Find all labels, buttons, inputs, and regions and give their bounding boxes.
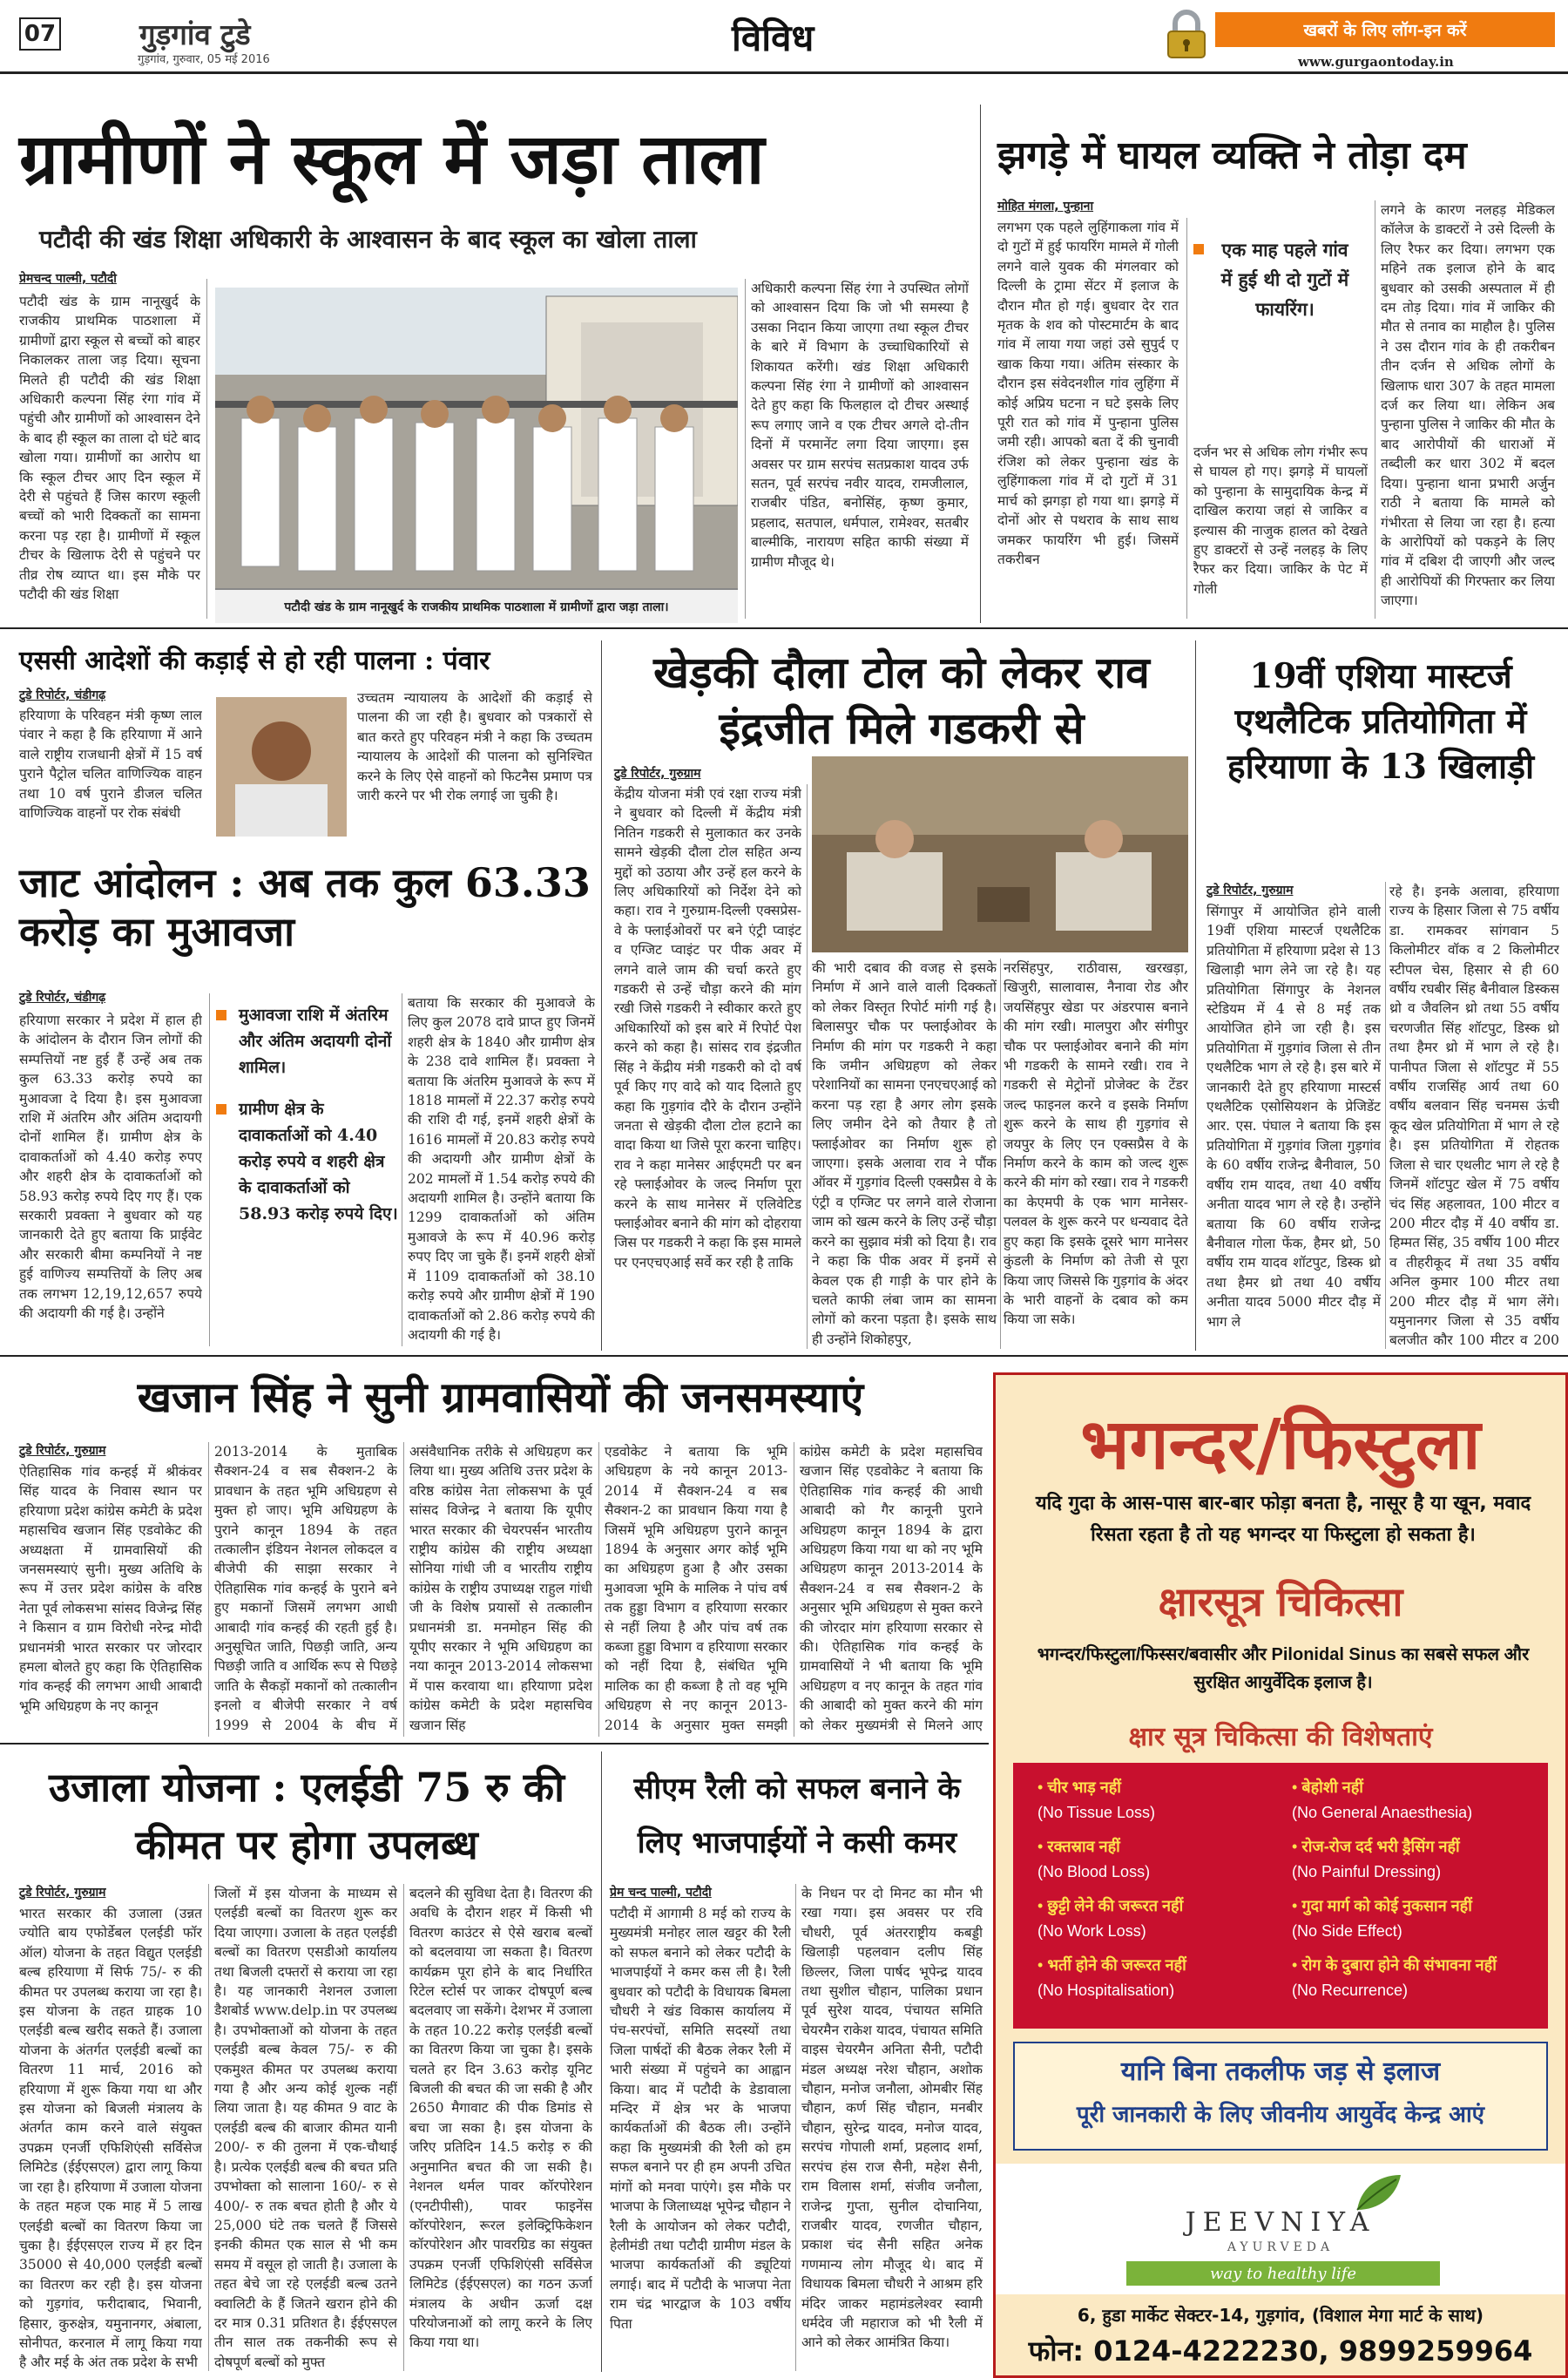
story5-byline: टुडे रिपोर्टर, गुरुग्राम [614, 767, 701, 781]
ad-feature: • भर्ती होने की जरूरत नहीं (No Hospitalisation) [1037, 1956, 1186, 1999]
page-header [0, 0, 1568, 68]
section-title: विविध [732, 17, 814, 59]
brand-logo: गुड़गांव टुडे [139, 17, 251, 51]
story1-body-col2: अधिकारी कल्पना सिंह रंगा ने उपस्थित लोगों को आश्वासन दिया कि जो भी समस्या है उसका निदान किया जाएगा तथा स्कूल टीचर के बारे में विभाग के उच्चाधिकारियों से शिकायत करेंगी। खंड शिक्षा अधिकारी कल्पना सिंह रंगा ने ग्रामीणों को आश्वासन देते हुए कहा कि फिलहाल दो टीचर अस्थाई रूप लगाए जाने व एक टीचर अगले दो-तीन दिनों में परमानेंट लगा दिया जाएगा। इस अवसर पर ग्राम सरपंच सतप्रकाश यादव उर्फ सतन, पूर्व सरपंच नवीर यादव, रामजीलाल, राजबीर पंडित, बनोसिंह, कृष्ण कुमार, प्रहलाद, सतपाल, धर्मपाल, रामेश्वर, सतबीर बाल्मीकि, नारायण सहित काफी संख्या में ग्रामीण मौजूद थे। [751, 281, 969, 570]
ad-feature: • रक्तस्राव नहीं (No Blood Loss) [1037, 1838, 1151, 1880]
story9-body-col1: पटौदी में आगामी 8 मई को राज्य के मुख्यमंत्री मनोहर लाल खट्टर की रैली को सफल बनाने को लेकर पटौदी के भाजपाईयों ने कमर कस ली है। रैली बुधवार को पटौदी के विधायक बिमला चौधरी ने खंड विकास कार्यालय में पंच-सरपंचों, समिति सदस्यों तथा जिला पार्षदों की बैठक लेकर रैली में भारी संख्या में पहुंचने का आह्वान किया। बाद में पटौदी के डेडावाला मन्दिर में क्षेत्र भर के भाजपा कार्यकर्ताओं की बैठक ली। उन्होंने कहा कि मुख्यमंत्री की रैली को हम सफल बनाने पर ही हम अपनी उचित मांगों को मनवा पाएंगे। इस मौके पर भाजपा के जिलाध्यक्ष भूपेन्द्र चौहान ने रैली के आयोजन को लेकर पटौदी, हेलीमंडी तथा पटौदी ग्रामीण मंडल के भाजपा कार्यकर्ताओं की ड्यूटियां लगाई। बाद में पटौदी के भाजपा नेता राम चंद्र भारद्वाज के 103 वर्षीय पिता [610, 1906, 791, 2332]
story7-body-col1: ऐतिहासिक गांव कन्हई में श्रीकंवर सिंह यादव के निवास स्थान पर हरियाणा प्रदेश कांग्रेस कमेटी के प्रदेश महासचिव खजान सिंह एडवोकेट की अध्यक्षता में ग्रामवासियों की जनसमस्याएं सुनी। मुख्य अतिथि के रूप में उत्तर प्रदेश कांग्रेस के वरिष्ठ नेता पूर्व लोकसभा सांसद विजेन्द्र सिंह ने किसान व ग्राम विरोधी नरेन्द्र मोदी प्रधानमंत्री भारत सरकार पर जोरदार हमला बोलते हुए कहा कि ऐतिहासिक गांव कन्हई की लगभग आधी आबादी भूमि अधिग्रहण के नए कानून [19, 1464, 202, 1714]
ad-features-right [1292, 1775, 1544, 2003]
section-divider [980, 105, 981, 623]
ad-brand-block [996, 2164, 1565, 2294]
col-divider [403, 1884, 404, 2371]
story6-headline: 19वीं एशिया मास्टर्ज एथलैटिक प्रतियोगिता में हरियाणा के 13 खिलाड़ी [1227, 656, 1535, 787]
bullet-dot-icon: • [1037, 1778, 1044, 1796]
story2-body-col2: दर्जन भर से अधिक लोग गंभीर रूप से घायल हो गए। झगड़े में घायलों को पुन्हाना के सामुदायिक केन्द्र में दाखिल कराया जहां से जाकिर व इल्यास की नाजुक हालत को देखते हुए डाक्टरों से उन्हें नलहड़ के लिए रैफर कर दिया। जाकिर के पेट में गोली [1193, 444, 1368, 597]
story7-body-col4: एडवोकेट ने बताया कि भूमि अधिग्रहण के नये कानून 2013-2014 में सैक्शन-24 व सब सैक्शन-2 का प्रावधान किया गया है जिसमें भूमि अधिग्रहण पुराने कानून 1894 के अनुसार अगर कोई भूमि का अधिग्रहण हुआ है और उसका मुआवजा भूमि के मालिक ने पांच वर्ष तक हुड्डा विभाग व हरियाणा सरकार से नहीं लिया है और पांच वर्ष तक कब्जा हुड्डा विभाग व हरियाणा सरकार को नहीं दिया है, संबंधित भूमि मालिक का ही कब्जा है तो वह भूमि अधिग्रहण से नए कानून 2013-2014 के अनुसार मुक्त समझी [605, 1444, 787, 1733]
story4-body-col3: बताया कि सरकार की मुआवजे के लिए कुल 2078 दावे प्राप्त हुए जिनमें शहरी क्षेत्र के 1840 और ग्रामीण क्षेत्र के 238 दावे शामिल हैं। प्रवक्ता ने बताया कि अंतरिम मुआवजे के रूप में 1818 मामलों में 22.37 करोड़ रुपये की राशि दी गई, इनमें शहरी क्षेत्रों के 1616 मामलों में 20.83 करोड़ रुपये की अदायगी और ग्रामीण क्षेत्रों के 202 मामलों में 1.54 करोड़ रुपये की अदायगी शामिल है। उन्होंने बताया कि 1299 दावाकर्ताओं को अंतिम मुआवजे के रूप में 40.96 करोड़ रुपए दिए जा चुके हैं। इनमें शहरी क्षेत्रों में 1109 दावाकर्ताओं को 38.10 करोड़ रुपये और ग्रामीण क्षेत्रों में 190 दावाकर्ताओं को 2.86 करोड़ रुपये की अदायगी की गई है। [408, 995, 595, 1343]
bullet-square-icon [1193, 244, 1204, 254]
row-rule [0, 1743, 989, 1745]
story4-headline: जाट आंदोलन : अब तक कुल 63.33 करोड़ का मुआवजा [19, 859, 591, 955]
header-rule [0, 71, 1568, 74]
bullet-dot-icon: • [1037, 1956, 1044, 1974]
bullet-dot-icon: • [1292, 1778, 1298, 1796]
story9-body-col2: के निधन पर दो मिनट का मौन भी रखा गया। इस अवसर पर रवि चौधरी, पूर्व अंतरराष्ट्रीय कबड्डी खिलाड़ी पहलवान दलीप सिंह छिल्लर, जिला पार्षद भूपेन्द्र यादव तथा सुशील चौहान, पालिका प्रधान पूर्व सुरेश यादव, पंचायत समिति चेयरमैन राकेश यादव, पंचायत समिति वाइस चेयरमैन अनिता सैनी, पटौदी मंडल अध्यक्ष नरेश चौहान, अशोक चौहान, मनोज जनौला, ओमबीर सिंह चौहान, कर्ण सिंह चौहान, मनबीर चौहान, सुरेन्द्र यादव, मनोज यादव, सरपंच गोपाली शर्मा, प्रहलाद शर्मा, सरपंच हंस राज सैनी, महेश सैनी, राम विलास शर्मा, संजीव जनौला, राजेन्द्र गुप्ता, सुनील दोचानिया, राजबीर यादव, रणजीत चौहान, प्रकाश चंद सैनी सहित अनेक गणमान्य लोग मौजूद थे। बाद में विधायक बिमला चौधरी ने आश्रम हरि मंदिर जाकर महामंडलेश्वर स्वामी धर्मदेव जी महाराज को भी रैली में आने को लेकर आमंत्रित किया। [801, 1886, 983, 2351]
story2-pullquote-text: एक माह पहले गांव में हुई थी दो गुटों में फायरिंग। [1220, 239, 1349, 320]
story5-body-col3: नरसिंहपुर, राठीवास, खरखड़ा, खिजुरी, सालावास, नैनावा रोड और जयसिंहपुर खेडा पर अंडरपास बनाने की मांग रखी। मालपुरा और संगीपुर चौक पर फ्लाईओवर बनाने की मांग भी गडकरी के सामने रखी। राव ने गडकरी से मेट्रोनों प्रोजेक्ट के टेंडर जल्द फाइनल करने व इसके निर्माण शुरू करने के साथ ही गुड़गांव से जयपुर के लिए एन एक्सप्रैस वे के निर्माण करने के काम को जल्द शुरू करने की मांग को रखा। राव ने गडकरी का केएमपी के एक भाग मानेसर-पलवल के शुरू करने पर धन्यवाद देते हुए कहा कि इसके दूसरे भाग मानेसर कुंडली के निर्माण को तेजी से पूरा किया जाए जिससे कि गुड़गांव के अंदर के भारी वाहनों के दबाव को कम किया जा सके। [1004, 960, 1188, 1328]
col-divider [598, 1442, 599, 1737]
row-rule [0, 627, 1568, 629]
ad-intro: यदि गुदा के आस-पास बार-बार फोड़ा बनता है, नासूर है या खून, मवाद रिसता रहता है तो यह भगन्दर या फिस्टुला हो सकता है। [1035, 1493, 1531, 1546]
login-promo-text: खबरों के लिए लॉग-इन करें [1303, 21, 1467, 40]
school-lock-photo-caption: पटौदी खंड के ग्राम नानूखुर्द के राजकीय प्राथमिक पाठशाला में ग्रामीणों द्वारा जड़ा ताला। [215, 588, 738, 623]
story9-headline: सीएम रैली को सफल बनाने के लिए भाजपाईयों ने कसी कमर [633, 1772, 961, 1860]
col-divider [795, 1884, 796, 2371]
col-divider [1186, 218, 1187, 619]
ad-feature: • बेहोशी नहीं (No General Anaesthesia) [1292, 1778, 1473, 1821]
section-divider [1195, 640, 1196, 1351]
bullet-dot-icon: • [1037, 1838, 1044, 1855]
row-rule [0, 1355, 1568, 1357]
website-link[interactable]: www.gurgaontoday.in [1298, 54, 1454, 70]
story5-body-col2: की भारी दबाव की वजह से इसके निर्माण में आने वाले वाली दिक्कतों को लेकर विस्तृत रिपोर्ट मांगी गई है। बिलासपुर चौक पर फ्लाईओवर के निर्माण की मांग पर गडकरी ने कहा कि जमीन अधिग्रहण को लेकर परेशानियों का सामना एनएचएआई को करना पड़ रहा है अगर लोग इसके लिए जमीन देने को तैयार है तो फ्लाईओवर का निर्माण शुरू हो जाएगा। इसके अलावा राव ने पौंक ऑवर में गुड़गांव दिल्ली एक्सप्रैस वे के एंट्री व एग्जिट पर लगने वाले रोजाना जाम को खत्म करने के लिए उन्हें चौड़ा करने का सुझाव मंत्री को दिया है। राव ने कहा कि पीक अवर में इनमें से केवल एक ही गाड़ी के पार होने के चलते काफी लंबा जाम का सामना लोगों को करना पड़ता है। इसके साथ ही उन्होंने शिकोहपुर, [812, 960, 997, 1347]
ad-slogan-bar [1126, 2261, 1440, 2286]
story4-byline: टुडे रिपोर्टर, चंडीगढ़ [19, 991, 106, 1005]
bullet-dot-icon: • [1292, 1838, 1298, 1855]
story5-headline: खेड़की दौला टोल को लेकर राव इंद्रजीत मिले गडकरी से [653, 647, 1150, 754]
bullet-dot-icon: • [1292, 1956, 1298, 1974]
bullet-dot-icon: • [1292, 1897, 1298, 1914]
ad-brand-sub: AYURVEDA [1227, 2240, 1335, 2254]
col-divider [1385, 882, 1386, 1349]
story4-bullet-box [216, 1002, 399, 1227]
col-divider [209, 993, 210, 1346]
story2-body-col1: लगभग एक पहले लुहिंगाकला गांव में दो गुटों में हुई फायरिंग मामले में गोली लगने वाले युवक की मंगलवार को दिल्ली के ट्रामा सेंटर में इलाज के दौरान मौत हो गई। बुधवार देर रात मृतक के शव को पोस्टमार्टम के बाद गांव में लाया गया जहां उसे सुपुर्द ए खाक किया गया। अंतिम संस्कार के दौरान इस संवेदनशील गांव लुहिंगा में कोई अप्रिय घटना न घटे इसके लिए पूरी रात को गांव में पुन्हाना पुलिस जमी रही। आपको बता दें की चुनावी रंजिश को लेकर पुन्हाना खंड के लुहिंगाकला गांव में दो गुटों में 31 मार्च को झगड़ा हो गया था। झगड़े में दोनों ओर से पथराव के साथ साथ जमकर फायरिंग भी हुई। जिसमें तकरीबन [997, 220, 1179, 567]
ad-features-left [1037, 1775, 1290, 2003]
bullet-dot-icon: • [1037, 1897, 1044, 1914]
story7-headline: खजान सिंह ने सुनी ग्रामवासियों की जनसमस्याएं [137, 1373, 864, 1422]
meeting-photo [812, 756, 1188, 952]
ad-feature: • चीर भाड़ नहीं (No Tissue Loss) [1037, 1778, 1156, 1821]
story3-byline: टुडे रिपोर्टर, चंडीगढ़ [19, 688, 106, 702]
story7-byline: टुडे रिपोर्टर, गुरुग्राम [19, 1444, 106, 1458]
ad-tagline-box [1013, 2042, 1548, 2151]
ad-feature: • गुदा मार्ग को कोई नुकसान नहीं (No Side Effect) [1292, 1897, 1472, 1940]
story6-body-col2: रहे है। इनके अलावा, हरियाणा राज्य के हिसार जिला से 75 वर्षीय डा. रामकवर सांगवान 5 किलोमीटर वॉक व 2 किलोमीटर स्टीपल चेस, हिसार से ही 60 वर्षीय रघबीर सिंह बैनीवाल डिस्कस थ्रो व जैवलिन थ्रो तथा 55 वर्षीय चरणजीत सिंह शॉटपुट, डिस्क थ्रो तथा हैमर थ्रो में भाग ले रहे है। पानीपत जिला से शॉटपुट में 55 वर्षीय राजसिंह आर्य तथा 60 वर्षीय बलवान सिंह चनमस ऊंची कूद खेल प्रतियोगिता में भाग ले रहे है। इस प्रतियोगिता में रोहतक जिला से चार एथलीट भाग ले रहे है जिनमें शॉटपुट खेल में 75 वर्षीय चंद सिंह अहलावत, 100 मीटर व 200 मीटर दौड़ में 40 वर्षीय डा. हिम्मत सिंह, 35 वर्षीय 100 मीटर व तीहरीकूद में तथा 35 वर्षीय अनिल कुमार 100 मीटर तथा 200 मीटर दौड़ में भाग लेंगे। यमुनानगर जिला से 35 वर्षीय बलजीत कौर 100 मीटर व 200 [1389, 884, 1559, 1349]
minister-portrait-photo [216, 697, 347, 837]
col-divider [745, 279, 746, 619]
story4-bullet-item [216, 1096, 399, 1227]
story1-byline: प्रेमचन्द पाल्मी, पटौदी [19, 272, 117, 286]
ad-feature: • रोज-रोज दर्द भरी ड्रैसिंग नहीं (No Painful Dressing) [1292, 1838, 1460, 1880]
section-divider [601, 1751, 602, 2372]
story4-bullet-text: मुआवजा राशि में अंतरिम और अंतिम अदायगी दोनों शामिल। [239, 1006, 392, 1077]
col-divider [206, 279, 207, 619]
section-divider [601, 640, 602, 1351]
story8-body-col2: जिलों में इस योजना के माध्यम से एलईडी बल्बों का वितरण शुरू कर दिया जाएगा। उजाला के तहत एलईडी बल्बों का वितरण एसडीओ कार्यालय तथा बिजली दफ्तरों से कराया जा रहा है। यह जानकारी नेशनल उजाला डैशबोर्ड www.delp.in पर उपलब्ध है। उपभोक्ताओं को योजना के तहत एलईडी बल्ब केवल 75/- रु की एकमुश्त कीमत पर उपलब्ध कराया गया है और अन्य कोई शुल्क नहीं लिया जाता है। यह कीमत 9 वाट के एलईडी बल्ब की बाजार कीमत यानी 200/- रु की तुलना में एक-चौथाई है। प्रत्येक एलईडी बल्ब की बचत प्रति उपभोक्ता को सालाना 160/- रु से 400/- रु तक बचत होती है और ये 25,000 घंटे तक चलते हैं जिससे इनकी कीमत एक साल से भी कम समय में वसूल हो जाती है। उजाला के तहत बेचे जा रहे एलईडी बल्ब उतने क्वालिटी के हैं जितने खरान होने की दर मात्र 0.31 प्रतिशत है। ईईएसएल तीन साल तक तकनीकी रूप से दोषपूर्ण बल्बों को मुफ्त [214, 1886, 397, 2370]
story1-headline: ग्रामीणों ने स्कूल में जड़ा ताला [19, 118, 765, 200]
story8-body-col1: भारत सरकार की उजाला (उन्नत ज्योति बाय एफोर्डेबल एलईडी फॉर ऑल) योजना के तहत विद्युत एलईडी बल्ब हरियाणा में सिर्फ 75/- रु की कीमत पर उपलब्ध कराया जा रहा है। इस योजना के तहत ग्राहक 10 एलईडी बल्ब खरीद सकते हैं। उजाला योजना के अंतर्गत एलईडी बल्बों का वितरण 11 मार्च, 2016 को हरियाणा में शुरू किया गया था और इस योजना को बिजली मंत्रालय के अंतर्गत काम करने वाले संयुक्त उपक्रम एनर्जी एफिशिएंसी सर्विसेज लिमिटेड (ईईएसएल) द्वारा लागू किया जा रहा है। हरियाणा में उजाला योजना के तहत महज एक माह में 5 लाख एलईडी बल्बों का वितरण किया जा चुका है। ईईएसएल राज्य में हर दिन 35000 से 40,000 एलईडी बल्बों का वितरण कर रही है। इस योजना को गुड़गांव, फरीदाबाद, भिवानी, हिसार, कुरुक्षेत्र, यमुनानगर, अंबाला, सोनीपत, करनाल में लागू किया गया है और मई के अंत तक प्रदेश के सभी [19, 1906, 202, 2371]
ad-slogan: way to healthy life [1209, 2264, 1357, 2283]
lock-icon [1163, 9, 1210, 59]
ad-features-title: क्षार सूत्र चिकित्सा की विशेषताएं [1128, 1722, 1433, 1752]
story3-headline: एससी आदेशों की कड़ाई से हो रही पालना : पंवार [19, 646, 490, 676]
story8-body-col3: बदलने की सुविधा देता है। वितरण की अवधि के दौरान शहर में किसी भी वितरण काउंटर से ऐसे खराब बल्बों को बदलवाया जा सकता है। वितरण कार्यक्रम पूरा होने के बाद निर्धारित रिटेल स्टोर्स पर जाकर दोषपूर्ण बल्ब बदलवाए जा सकेंगे। देशभर में उजाला के तहत 10.22 करोड़ एलईडी बल्बों का वितरण किया जा चुका है। इसके चलते हर दिन 3.63 करोड़ यूनिट बिजली की बचत की जा सकी है और 2650 मैगावाट की पीक डिमांड से बचा जा सका है। इस योजना के जरिए प्रतिदिन 14.5 करोड़ रु की अनुमानित बचत की जा सकी है। नेशनल थर्मल पावर कॉरपोरेशन (एनटीपीसी), पावर फाइनेंस कॉरपोरेशन, रूरल इलेक्ट्रिफिकेशन कॉरपोरेशन और पावरग्रिड का संयुक्त उपक्रम एनर्जी एफिशिएंसी सर्विसेज लिमिटेड (ईईएसएल) का गठन ऊर्जा मंत्रालय के अधीन ऊर्जा दक्ष परियोजनाओं को लागू करने के लिए किया गया था। [409, 1886, 592, 2351]
col-divider [208, 1884, 209, 2371]
ad-feature: • छुट्टी लेने की जरूरत नहीं (No Work Loss) [1037, 1897, 1184, 1940]
story8-byline: टुडे रिपोर्टर, गुरुग्राम [19, 1886, 106, 1900]
story1-body-col1: पटौदी खंड के ग्राम नानूखुर्द के राजकीय प्राथमिक पाठशाला में ग्रामीणों द्वारा स्कूल से बच्चों को बाहर निकालकर ताला जड़ दिया। सूचना मिलते ही पटौदी की खंड शिक्षा अधिकारी कल्पना सिंह रंगा गांव में पहुंची और ग्रामीणों को आश्वासन देने के बाद ही स्कूल का ताला दो घंटे बाद खोला गया। ग्रामीणों का आरोप था कि स्कूल टीचर आए दिन स्कूल में देरी से पहुंचते हैं जिस कारण स्कूली बच्चों को भारी दिक्कतों का सामना करना पड़ रहा है। ग्रामीणों में स्कूल टीचर के खिलाफ देरी से पहुंचने पर तीव्र रोष व्याप्त था। इस मौके पर पटौदी की खंड शिक्षा [19, 294, 200, 603]
story1-subhead: पटौदी की खंड शिक्षा अधिकारी के आश्वासन के बाद स्कूल का खोला ताला [39, 225, 697, 254]
school-lock-photo [215, 288, 738, 588]
story2-headline: झगड़े में घायल व्यक्ति ने तोड़ा दम [997, 133, 1467, 178]
story2-pullquote [1193, 235, 1350, 324]
ad-feature: • रोग के दुबारा होने की संभावना नहीं (No Recurrence) [1292, 1956, 1497, 1999]
ad-address: 6, हुडा मार्केट सेक्टर-14, गुड़गांव, (विशाल मेगा मार्ट के साथ) [1077, 2305, 1484, 2326]
story9-byline: प्रेम चन्द पाल्मी, पटौदी [610, 1886, 712, 1900]
col-divider [403, 1442, 404, 1737]
ad-tagline-2: पूरी जानकारी के लिए जीवनीय आयुर्वेद केन्द्र आएं [1076, 2102, 1485, 2128]
story3-body-col1: हरियाणा के परिवहन मंत्री कृष्ण लाल पंवार ने कहा है कि हरियाणा में आने वाले राष्ट्रीय राजधानी क्षेत्रों में 15 वर्ष पुराने पैट्रोल चलित वाणिज्यिक वाहन तथा 10 वर्ष पुराने डीजल चलित वाणिज्यिक वाहनों पर रोक संबंधी [19, 708, 202, 822]
bullet-square-icon [216, 1010, 226, 1020]
story4-bullet-text: ग्रामीण क्षेत्र के दावाकर्ताओं को 4.40 करोड़ रुपये व शहरी क्षेत्र के दावाकर्ताओं को 58.93 करोड़ रुपये दिए। [239, 1100, 398, 1223]
ad-phone[interactable]: फोन: 0124-4222230, 9899259964 [1028, 2334, 1533, 2368]
story6-byline: टुडे रिपोर्टर, गुरुग्राम [1206, 884, 1294, 898]
ad-features-box [1013, 1763, 1548, 2029]
story5-body-col1: केंद्रीय योजना मंत्री एवं रक्षा राज्य मंत्री ने बुधवार को दिल्ली में केंद्रीय मंत्री नितिन गडकरी से मुलाकात कर उनके सामने खेड़की दौला टोल सहित अन्य मुद्दों को उठाया और उन्हें हल करने के लिए अधिकारियों को निर्देश देने को कहा। राव ने गुरुग्राम-दिल्ली एक्सप्रेस-वे के फ्लाईओवरों पर बने एंट्री प्वाइंट व एग्जिट प्वाइंट पर पीक अवर में लगने वाले जाम की चर्चा करते हुए गडकरी से उन्हें चौड़ा करने की मांग रखी जिसे गडकरी ने स्वीकार करते हुए अधिकारियों को इस बारे में रिपोर्ट पेश करने को कहा है। सांसद राव इंद्रजीत सिंह ने केंद्रीय मंत्री गडकरी को दो वर्ष पूर्व किए गए वादे को याद दिलाते हुए कहा कि गुड़गांव दौरे के दौरान उन्होंने जनता से खेड़की दौला टोल हटाने का वादा किया था जिसे पूरा करना चाहिए। राव ने कहा मानेसर आईएमटी पर बन रहे फ्लाईओवर के जल्द निर्माण पूरा करने के साथ मानेसर में एलिवेटिड फ्लाईओवर बनाने की मांग को दोहराया जिस पर गडकरी ने कहा कि इस मामले पर एनएचएआई सर्वे कर रही है ताकि [614, 786, 801, 1270]
col-divider [208, 1442, 209, 1737]
bullet-square-icon [216, 1104, 226, 1114]
ad-treatment: क्षारसूत्र चिकित्सा [1158, 1578, 1403, 1625]
story6-body-col1: सिंगापुर में आयोजित होने वाली 19वीं एशिया मास्टर्ज एथलैटिक प्रतियोगिता में हरियाणा प्रदेश से 13 खिलाड़ी भाग लेने जा रहे है। यह प्रतियोगिता सिंगापुर के नेशनल स्टेडियम में 4 से 8 मई तक आयोजित होने जा रही है। इस प्रतियोगिता में गुड़गांव जिला से तीन एथलैटिक भाग ले रहे है। इस बारे में जानकारी देते हुए हरियाणा मास्टर्स एथलैटिक एसोसियशन के प्रेजिडेंट आर. एस. पंघाल ने बताया कि इस प्रतियोगिता में गुड़गांव जिला गुड़गांव के 60 वर्षीय राजेन्द्र बैनीवाल, 50 वर्षीय राम यादव, तथा 40 वर्षीय अनीता यादव भाग ले रहे है। उन्होंने बताया कि 60 वर्षीय राजेन्द्र बैनीवाल गोला फेंक, हैमर थ्रो, 50 वर्षीय राम यादव शॉटपुट, डिस्क थ्रो तथा हैमर थ्रो तथा 40 वर्षीय अनीता यादव 5000 मीटर दौड़ में भाग ले [1206, 904, 1381, 1330]
story8-headline: उजाला योजना : एलईडी 75 रु की कीमत पर होगा उपलब्ध [48, 1764, 565, 1868]
ad-brand-name: JEEVNIYA [1185, 2207, 1376, 2238]
story2-body-col3: लगने के कारण नलहड़ मेडिकल कॉलेज के डाक्टरों ने उसे दिल्ली के लिए रैफर कर दिया। लगभग एक महिने तक इलाज होने के बाद बुधवार को उसकी अस्पताल में ही दम तोड़ दिया। गांव में जाकिर की मौत से तनाव का माहौल है। पुलिस ने उस दौरान गांव के ही तकरीबन तीन दर्जन से अधिक लोगों के खिलाफ धारा 307 के तहत मामला दर्ज कर लिया था। लेकिन अब पुन्हाना पुलिस ने जाकिर की मौत के बाद आरोपीयों की धाराओं में तब्दीली कर धारा 302 में बदल दिया। पुन्हाना थाना प्रभारी अर्जुन राठी ने बताया कि मामले को गंभीरता से लिया जा रहा है। हत्या के आरोपियों को पकड़ने के लिए गांव में दबिश दी जाएगी और जल्द ही आरोपियों की गिरफ्तार कर लिया जाएगा। [1381, 202, 1555, 609]
story7-body-col3: असंवैधानिक तरीके से अधिग्रहण कर लिया था। मुख्य अतिथि उत्तर प्रदेश के वरिष्ठ कांग्रेस नेता लोकसभा के पूर्व सांसद विजेन्द्र ने बताया कि यूपीए भारत सरकार की चेयरपर्सन भारतीय राष्ट्रीय कांग्रेस की राष्ट्रीय अध्यक्षा सोनिया गांधी जी व भारतीय राष्ट्रीय कांग्रेस के राष्ट्रीय उपाध्यक्ष राहुल गांधी जी के विशेष प्रयासों से तत्कालीन प्रधानमंत्री डा. मनमोहन सिंह की यूपीए सरकार ने भूमि अधिग्रहण का नया कानून 2013-2014 लोकसभा में पास करवाया था। हरियाणा प्रदेश कांग्रेस कमेटी के प्रदेश महासचिव खजान सिंह [409, 1444, 592, 1733]
ad-description: भगन्दर/फिस्टुला/फिस्सर/बवासीर और Pilonidal Sinus का सबसे सफल और सुरक्षित आयुर्वेदिक इलाज है। [1037, 1645, 1530, 1692]
story4-bullet-item [216, 1002, 399, 1081]
ad-title: भगन्दर/फिस्टुला [1080, 1403, 1481, 1485]
col-divider [807, 784, 808, 1349]
page-number: 07 [19, 17, 61, 51]
story7-body-col2: 2013-2014 के मुताबिक सैक्शन-24 व सब सैक्शन-2 के प्रावधान के तहत भूमि अधिग्रहण से मुक्त हो जाए। भूमि अधिग्रहण के पुराने कानून 1894 के तहत तत्कालीन इंडियन नेशनल लोकदल व बीजेपी की साझा सरकार ने ऐतिहासिक गांव कन्हई के पुराने बने हुए मकानों जिसमें लगभग आधी आबादी गांव कन्हई की रहती हुई है। अनुसूचित जाति, पिछड़ी जाति, अन्य पिछड़ी जाति व आर्थिक रूप से पिछड़े जाति के सैकड़ों मकानों को तत्कालीन इनलो व बीजेपी सरकार ने वर्ष 1999 से 2004 के बीच में [214, 1444, 397, 1733]
login-banner[interactable] [1215, 12, 1555, 47]
story4-body-col1: हरियाणा सरकार ने प्रदेश में हाल ही के आंदोलन के दौरान जिन लोगों की सम्पत्तियों नष्ट हुई हैं उन्हें अब तक कुल 63.33 करोड़ रुपये का मुआवजा दे दिया है। इस मुआवजा राशि में अंतरिम और अंतिम अदायगी दोनों शामिल हैं। ग्रामीण क्षेत्र के दावाकर्ताओं को 4.40 करोड़ रुपए और शहरी क्षेत्र के दावाकर्ताओं को 58.93 करोड़ रुपये दिए गए हैं। एक सरकारी प्रवक्ता ने बुधवार को यह जानकारी देते हुए बताया कि प्राईवेट और सरकारी बीमा कम्पनियों ने नष्ट हुई वाणिज्य सम्पत्तियों के लिए अब तक लगभग 12,19,12,657 रुपये की अदायगी की गई है। उन्होंने [19, 1013, 202, 1322]
story7-body-col5: कांग्रेस कमेटी के प्रदेश महासचिव खजान सिंह एडवोकेट ने बताया कि ऐतिहासिक गांव कन्हई की आधी आबादी को गैर कानूनी पुराने अधिग्रहण कानून 1894 के द्वारा अधिग्रहण किया गया था को नए भूमि अधिग्रहण कानून 2013-2014 के सैक्शन-24 व सब सैक्शन-2 के अनुसार भूमि अधिग्रहण से मुक्त करने की जोरदार मांग हरियाणा सरकार से की। ऐतिहासिक गांव कन्हई के ग्रामवासियों ने भी बताया कि भूमि अधिग्रहण व नए कानून के तहत गांव की आबादी को मुक्त करने की मांग को लेकर मुख्यमंत्री से मिलने आए [800, 1444, 983, 1733]
fistula-advertisement[interactable] [993, 1372, 1568, 2378]
dateline: गुड़गांव, गुरुवार, 05 मई 2016 [138, 53, 270, 66]
col-divider [1000, 959, 1001, 1349]
story3-body-col2: उच्चतम न्यायालय के आदेशों की कड़ाई से पालना की जा रही है। बुधवार को पत्रकारों से बात करते हुए परिवहन मंत्री ने कहा कि उच्चतम न्यायालय के आदेशों की पालना को सुनिश्चित करने के लिए ऐसे वाहनों को फिटनैस प्रमाण पत्र जारी करने पर भी रोक लगाई जा चुकी है। [357, 690, 592, 804]
story2-byline: मोहित मंगला, पुन्हाना [997, 200, 1094, 213]
ad-tagline-1: यानि बिना तकलीफ जड़ से इलाज [1120, 2056, 1441, 2087]
